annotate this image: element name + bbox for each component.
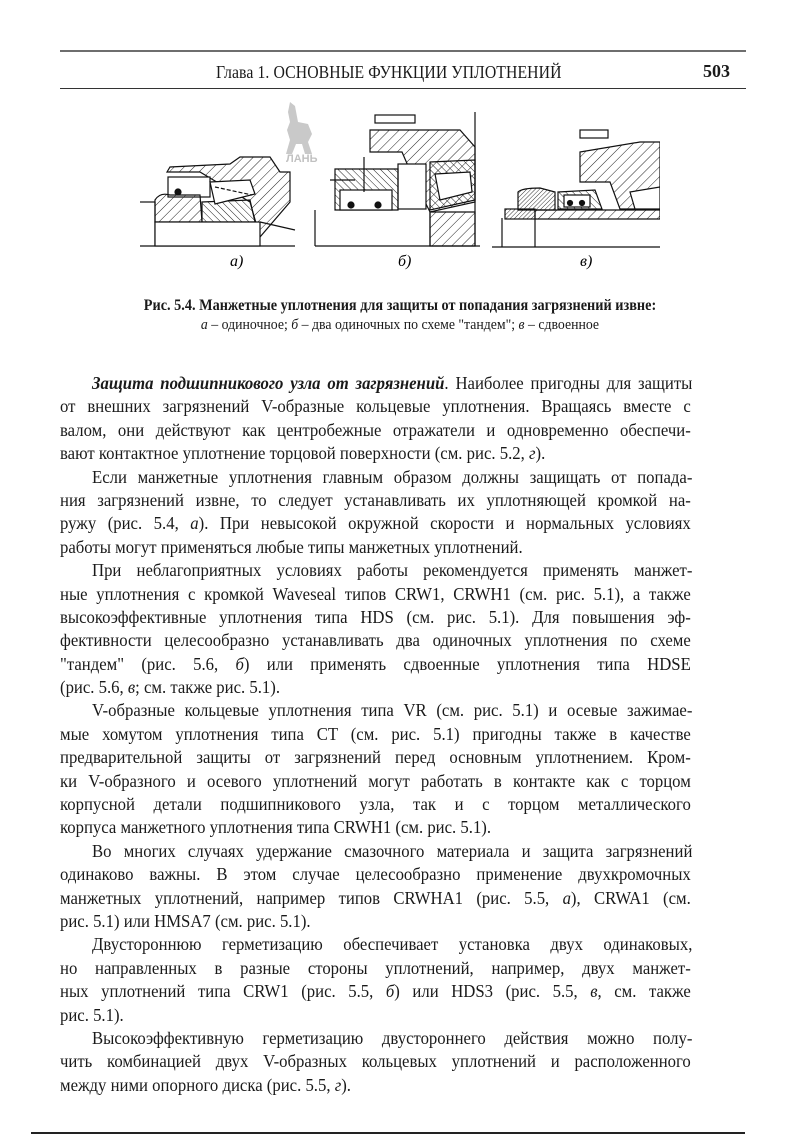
paragraph-6: Двустороннюю герметизацию обеспечивает установка двух одинаковых, но направленных в разные стороны уплотнений, например, двух манжет- ных уплотнений типа CRW1 (рис. 5.5, б) или HDS3 (рис. 5.5, в, см. также рис. 5.1). [60,934,693,1025]
paragraph-7: Высокоэффективную герметизацию двустороннего действия можно полу- чить комбинацией двух V-образных кольцевых уплотнений и расположенного между ними опорного диска (рис. 5.5, г). [60,1027,693,1095]
sublabel-v: в) [580,253,593,270]
drawing-b [315,112,480,246]
body-text [60,372,724,1097]
running-header [60,58,730,86]
paragraph-4: V-образные кольцевые уплотнения типа VR (см. рис. 5.1) и осевые зажимае- мые хомутом уплотнения типа CT (см. рис. 5.1) пригодны также в качестве предварительной защиты от загрязнений перед основным уплотнением. Кром- ки V-образного и осевого уплотнений могут работать в контакте как с торцом корпусной детали подшипникового узла, так и с торцом металлического корпуса манжетного уплотнения типа CRWH1 (см. рис. 5.1). [60,700,693,838]
header-bottom-rule [60,88,746,89]
paragraph-2: Если манжетные уплотнения главным образом должны защищать от попада- ния загрязнений извне, то следует устанавливать их уплотняющей кромкой на- ружу (рис. 5.4, а). При невысокой окружной скорости и нормальных условиях работы могут применяться любые типы манжетных уплотнений. [60,466,693,557]
figure-5-4 [140,92,660,282]
sublabel-a: а) [230,253,244,270]
paragraph-3: При неблагоприятных условиях работы рекомендуется применять манжет- ные уплотнения с кромкой Waveseal типов CRW1, CRWH1 (см. рис. 5.1), а также высокоэффективные уплотнения типа HDS (см. рис. 5.1). Для повышения эф- фективности целесообразно устанавливать два одиночных уплотнения по схеме "тандем" (рис. 5.6, б) или применять сдвоенные уплотнения типа HDSE (рис. 5.6, в; см. также рис. 5.1). [60,560,693,698]
caption-title: Рис. 5.4. Манжетные уплотнения для защиты от попадания загрязнений извне: [143,297,657,314]
chapter-title: Глава 1. ОСНОВНЫЕ ФУНКЦИИ УПЛОТНЕНИЙ [216,62,562,82]
svg-text:ЛАНЬ: ЛАНЬ [286,153,318,165]
header-top-rule [60,50,746,52]
publisher-watermark [286,102,318,165]
seal-drawings [140,92,660,282]
drawing-c [492,130,660,247]
caption-legend: а – одиночное; б – два одиночных по схеме "тандем"; в – сдвоенное [200,317,600,333]
sublabel-b: б) [398,253,412,270]
page-number: 503 [703,61,730,81]
paragraph-5: Во многих случаях удержание смазочного материала и защита загрязнений одинаково важны. В этом случае целесообразно применение двухкромочных манжетных уплотнений, например типов CRWHA1 (рис. 5.5, а), CRWA1 (см. рис. 5.1) или HMSA7 (см. рис. 5.1). [60,840,693,931]
paragraph-1: Защита подшипникового узла от загрязнений. Наиболее пригодны для защиты от внешних загрязнений V-образные кольцевые уплотнения. Вращаясь вместе с валом, они действуют как центробежные отражатели и одновременно обеспечи- вают контактное уплотнение торцовой поверхности (см. рис. 5.2, г). [60,373,693,464]
drawing-a [140,157,295,246]
section-lead: Защита подшипникового узла от загрязнений [92,373,445,393]
footer-rule [31,1132,745,1134]
